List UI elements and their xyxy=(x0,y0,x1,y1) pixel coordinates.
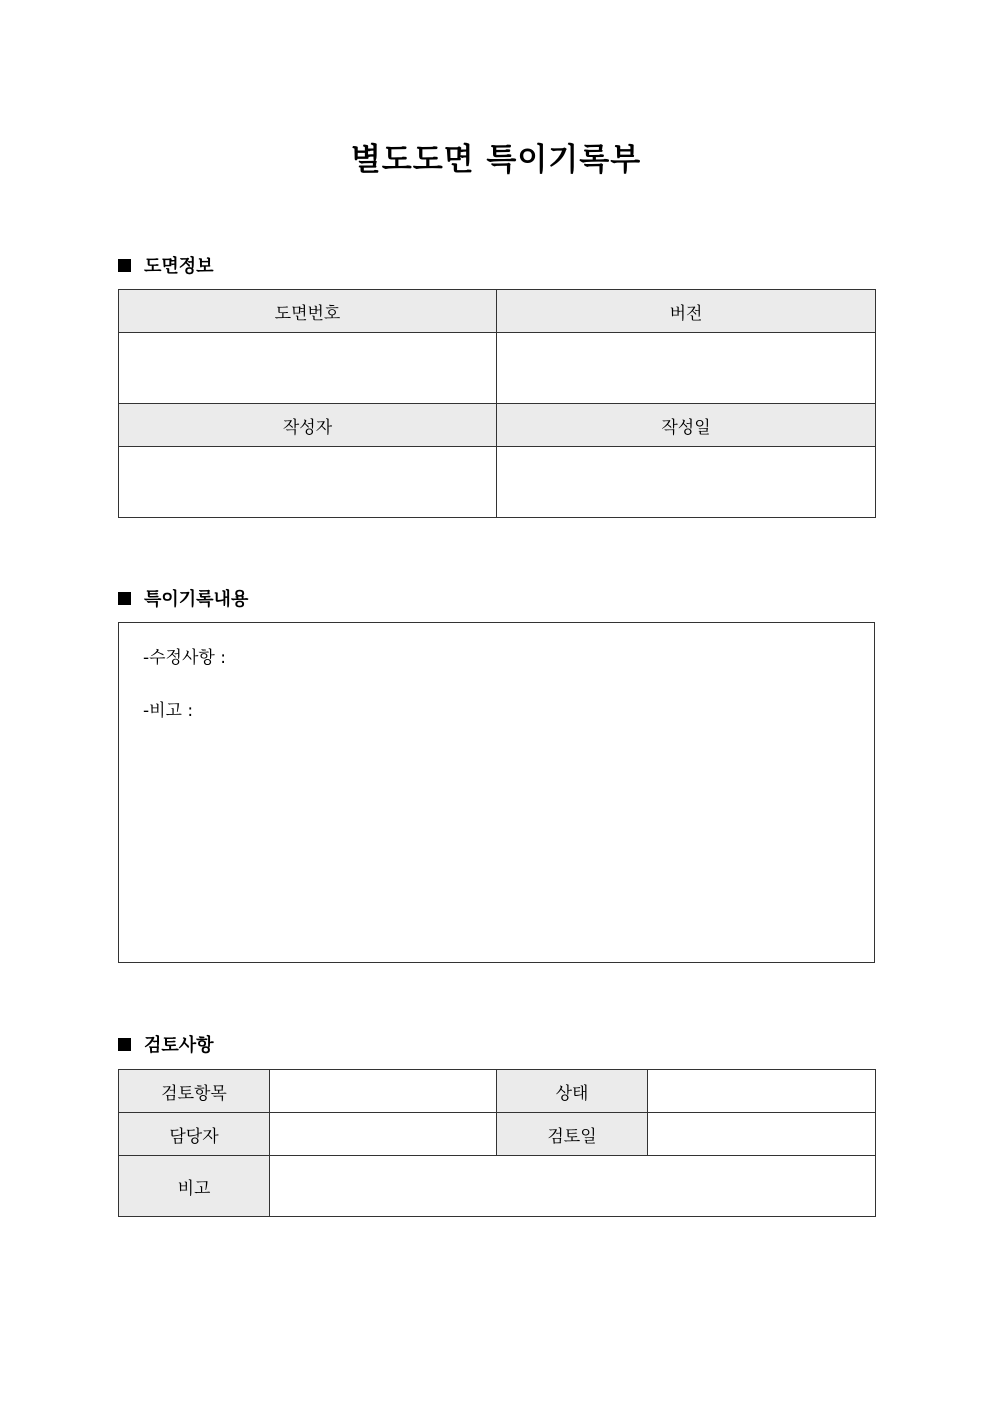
version-label: 버전 xyxy=(497,290,876,333)
square-bullet-icon xyxy=(118,259,131,272)
drawing-number-field[interactable] xyxy=(119,333,497,404)
version-field[interactable] xyxy=(497,333,876,404)
drawing-number-label: 도면번호 xyxy=(119,290,497,333)
section-heading-label: 도면정보 xyxy=(144,256,214,277)
section-heading-label: 검토사항 xyxy=(144,1035,214,1056)
page-title: 별도도면 특이기록부 xyxy=(350,142,642,178)
review-table xyxy=(118,1069,876,1217)
created-date-label: 작성일 xyxy=(497,404,876,447)
status-label: 상태 xyxy=(497,1070,648,1113)
drawing-info-table xyxy=(118,289,876,518)
note-line-revision: -수정사항 : xyxy=(143,648,226,668)
section-heading-review xyxy=(118,1031,214,1057)
review-item-field[interactable] xyxy=(270,1070,497,1113)
special-notes-box[interactable] xyxy=(118,622,875,963)
square-bullet-icon xyxy=(118,1038,131,1051)
section-heading-drawing-info xyxy=(118,252,214,278)
square-bullet-icon xyxy=(118,592,131,605)
reviewer-label: 담당자 xyxy=(119,1113,270,1156)
review-date-field[interactable] xyxy=(648,1113,876,1156)
section-heading-special-notes xyxy=(118,585,248,611)
section-heading-label: 특이기록내용 xyxy=(144,589,249,610)
author-field[interactable] xyxy=(119,447,497,518)
created-date-field[interactable] xyxy=(497,447,876,518)
review-item-label: 검토항목 xyxy=(119,1070,270,1113)
reviewer-field[interactable] xyxy=(270,1113,497,1156)
remarks-label: 비고 xyxy=(119,1156,270,1217)
review-date-label: 검토일 xyxy=(497,1113,648,1156)
note-line-remarks: -비고 : xyxy=(143,701,194,721)
author-label: 작성자 xyxy=(119,404,497,447)
remarks-field[interactable] xyxy=(270,1156,876,1217)
status-field[interactable] xyxy=(648,1070,876,1113)
